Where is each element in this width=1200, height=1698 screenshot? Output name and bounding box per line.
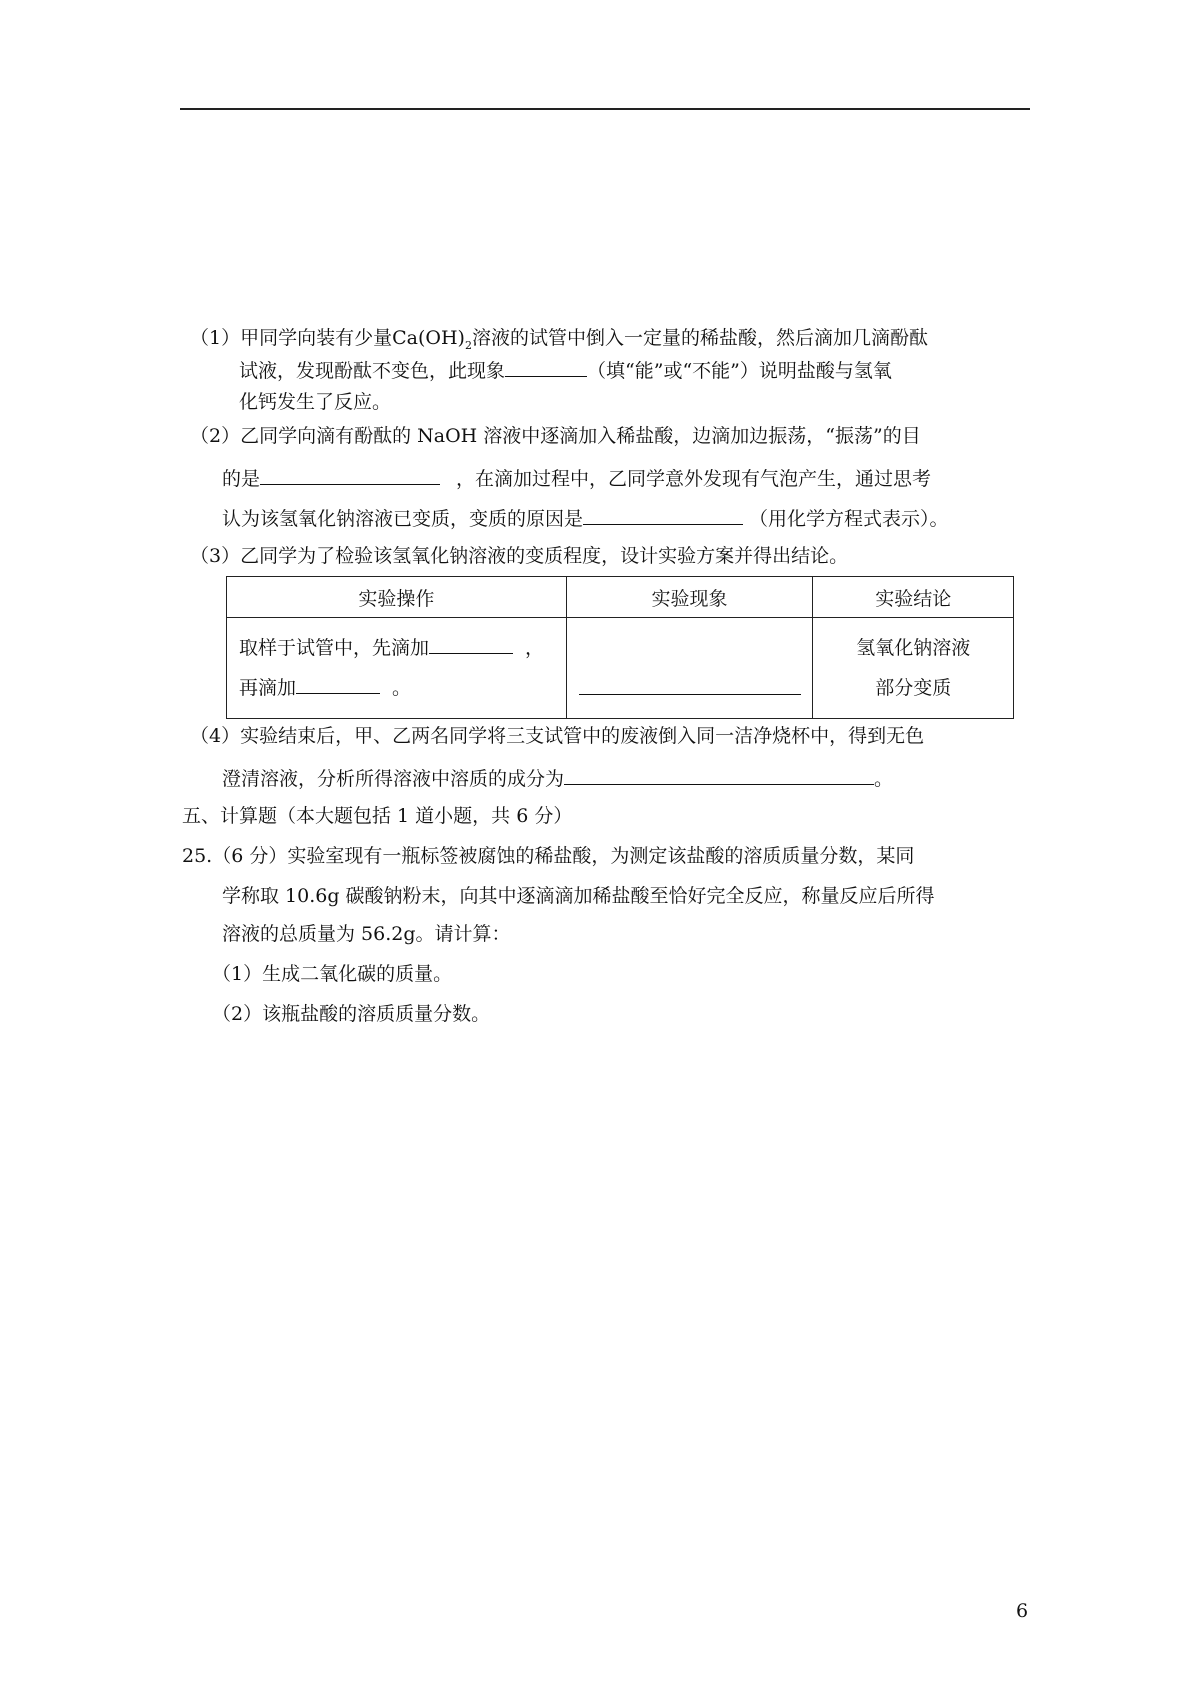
experiment-table [226, 576, 1014, 719]
header-rule [180, 108, 1030, 110]
answer-blank-q4[interactable] [564, 766, 874, 785]
page-number: 6 [1016, 1600, 1029, 1622]
operation-line-1: 取样于试管中，先滴加 ， [239, 637, 545, 659]
header-operation: 实验操作 [227, 577, 567, 618]
answer-blank-q1[interactable] [505, 358, 587, 377]
cell-operation [227, 618, 567, 719]
answer-blank-reagent-1[interactable] [429, 635, 513, 654]
q25-sub-1: （1）生成二氧化碳的质量。 [212, 963, 453, 985]
header-phenomenon: 实验现象 [566, 577, 813, 618]
q1-line-1: （1）甲同学向装有少量$Ca(OH)_2$溶液的试管中倒入一定量的稀盐酸，然后滴加几滴酚酞 [190, 327, 928, 352]
q25-line-3: 溶液的总质量为 56.2g。请计算： [222, 923, 511, 945]
header-conclusion: 实验结论 [813, 577, 1014, 618]
q3-line-1: （3）乙同学为了检验该氢氧化钠溶液的变质程度，设计实验方案并得出结论。 [190, 545, 849, 567]
table-header-row [227, 577, 1014, 618]
q2-line-1: （2）乙同学向滴有酚酞的 NaOH 溶液中逐滴加入稀盐酸，边滴加边振荡，“振荡”的目 [190, 425, 921, 447]
answer-blank-q2-purpose[interactable] [260, 466, 440, 485]
answer-blank-reagent-2[interactable] [296, 675, 380, 694]
q25-line-2: 学称取 10.6g 碳酸钠粉末，向其中逐滴滴加稀盐酸至恰好完全反应，称量反应后所得 [222, 885, 935, 907]
answer-blank-q2-equation[interactable] [583, 506, 743, 525]
table-row [227, 618, 1014, 719]
cell-phenomenon [566, 618, 813, 719]
section-5-heading: 五、计算题（本大题包括 1 道小题，共 6 分） [182, 805, 573, 827]
q1-line-2: 试液，发现酚酞不变色，此现象 （填“能”或“不能”）说明盐酸与氢氧 [239, 360, 892, 382]
q4-line-2: 澄清溶液，分析所得溶液中溶质的成分为 。 [222, 768, 894, 790]
q25-sub-2: （2）该瓶盐酸的溶质质量分数。 [212, 1003, 491, 1025]
operation-line-2: 再滴加 。 [239, 677, 412, 699]
answer-blank-phenomenon[interactable] [579, 676, 801, 695]
q2-line-2: 的是 ，在滴加过程中，乙同学意外发现有气泡产生，通过思考 [222, 468, 932, 490]
q2-line-3: 认为该氢氧化钠溶液已变质，变质的原因是 （用化学方程式表示）。 [222, 508, 949, 530]
cell-conclusion: 氢氧化钠溶液 部分变质 [813, 618, 1014, 719]
q25-line-1: 25.（6 分）实验室现有一瓶标签被腐蚀的稀盐酸，为测定该盐酸的溶质质量分数，某同 [182, 845, 915, 867]
q4-line-1: （4）实验结束后，甲、乙两名同学将三支试管中的废液倒入同一洁净烧杯中，得到无色 [190, 725, 925, 747]
q1-line-3: 化钙发生了反应。 [239, 391, 392, 413]
